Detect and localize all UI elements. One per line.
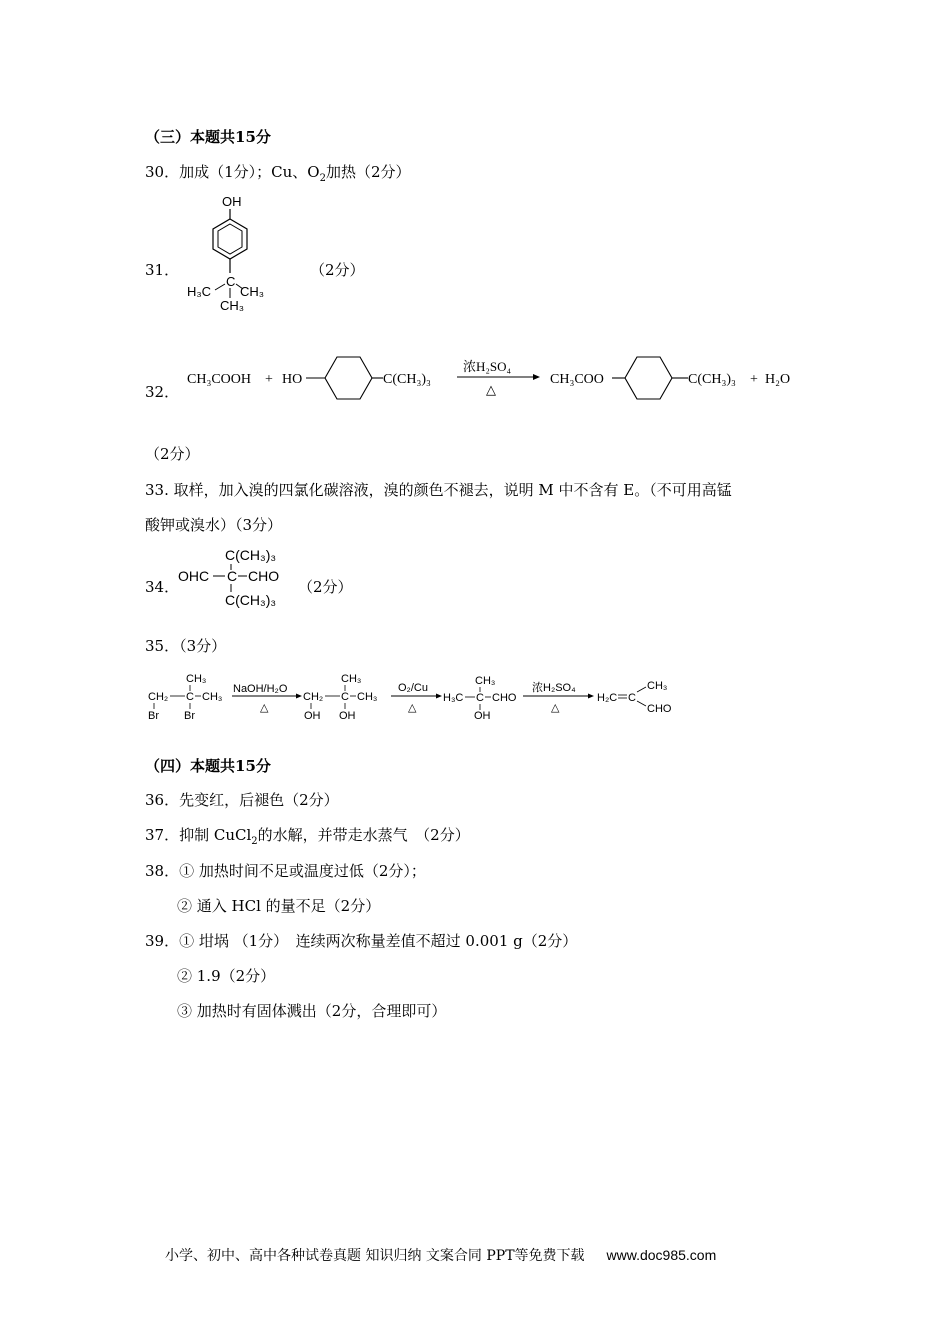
q32-catalyst: 浓H₂SO₄ xyxy=(463,359,512,374)
q35-score: （3分） xyxy=(179,637,227,655)
footer-website: www.doc985.com xyxy=(606,1247,717,1263)
q31-benzene-inner xyxy=(218,224,242,254)
s1-br2: Br xyxy=(184,710,195,722)
q31-structure xyxy=(180,192,290,317)
q31-right: CH₃ xyxy=(240,284,265,299)
s4-c: C xyxy=(628,692,636,704)
s3-cho: CHO xyxy=(492,692,517,704)
q30-number: 30． xyxy=(145,163,180,181)
r1-heat: △ xyxy=(260,702,269,714)
s4-h2c: H₂C xyxy=(597,692,618,704)
q38-line2: ② 通入 HCl 的量不足（2分） xyxy=(177,897,381,915)
q32-tbutyl-2: C(CH₃)₃ xyxy=(688,372,736,387)
s4-cho: CHO xyxy=(647,703,672,715)
q32-plus-2: + xyxy=(750,372,758,387)
q34-structure xyxy=(175,543,305,615)
s1-ch3: CH₃ xyxy=(202,691,223,703)
footer-text: 小学、初中、高中各种试卷真题 知识归纳 文案合同 PPT等免费下载 xyxy=(165,1248,585,1264)
s3-c: C xyxy=(476,692,484,704)
q33-line2: 酸钾或溴水）（3分） xyxy=(145,516,283,534)
q34-bottom: C(CH₃)₃ xyxy=(225,592,277,608)
q30-text-2: 加热（2分） xyxy=(325,163,411,181)
q30-answer xyxy=(145,162,411,189)
q38-line1: 38．① 加热时间不足或温度过低（2分）； xyxy=(145,862,426,880)
q31-c: C xyxy=(226,274,236,289)
s4-ch3: CH₃ xyxy=(647,680,668,692)
q35-reaction-scheme xyxy=(140,665,700,727)
q32-tbutyl-1: C(CH₃)₃ xyxy=(383,372,431,387)
section3-title: （三）本题共15分 xyxy=(145,128,271,146)
q39-line3: ③ 加热时有固体溅出（2分，合理即可） xyxy=(177,1002,447,1020)
s2-top-ch3: CH₃ xyxy=(341,673,362,685)
q32-cyclohexane-2 xyxy=(625,357,672,399)
q31-left: H₃C xyxy=(187,284,212,299)
s1-c: C xyxy=(186,691,194,703)
q34-score: （2分） xyxy=(298,578,353,596)
s1-ch2: CH₂ xyxy=(148,691,169,703)
s2-oh1: OH xyxy=(304,710,321,722)
q31-score: （2分） xyxy=(310,261,365,279)
q32-reaction xyxy=(185,350,815,410)
q32-product-prefix: CH₃COO xyxy=(550,372,604,387)
q32-cyclohexane-1 xyxy=(325,357,372,399)
q33-line1: 33. 取样，加入溴的四氯化碳溶液，溴的颜色不褪去，说明 M 中不含有 E。（不可用高锰 xyxy=(145,481,732,499)
r2-heat: △ xyxy=(408,702,417,714)
r3-reagent: 浓H₂SO₄ xyxy=(532,682,576,694)
q36-answer: 36．先变红，后褪色（2分） xyxy=(145,791,339,809)
s2-ch2: CH₂ xyxy=(303,691,324,703)
q32-number: 32． xyxy=(145,383,180,401)
q30-subscript: 2 xyxy=(319,173,326,184)
q32-score: （2分） xyxy=(145,445,200,463)
s3-oh: OH xyxy=(474,710,491,722)
q37-text-2: 的水解，并带走水蒸气 （2分） xyxy=(257,826,470,844)
q37-answer xyxy=(145,825,470,852)
section4-title: （四）本题共15分 xyxy=(145,757,271,775)
q34-right: CHO xyxy=(248,568,280,584)
q32-heat: △ xyxy=(486,382,496,397)
q31-number: 31． xyxy=(145,261,180,279)
q32-water: H₂O xyxy=(765,372,791,387)
q35-number: 35． xyxy=(145,637,180,655)
r3-heat: △ xyxy=(551,702,560,714)
q37-subscript: 2 xyxy=(251,836,258,847)
s1-br1: Br xyxy=(148,710,159,722)
q32-ho: HO xyxy=(282,372,303,387)
q31-oh: OH xyxy=(222,194,242,209)
q37-text: 37．抑制 CuCl xyxy=(145,826,252,844)
q39-line1: 39．① 坩埚 （1分） 连续两次称量差值不超过 0.001 g（2分） xyxy=(145,932,578,950)
q35-answer xyxy=(145,636,226,656)
q34-left: OHC xyxy=(178,568,210,584)
q34-c: C xyxy=(227,568,238,584)
s2-c: C xyxy=(341,691,349,703)
q32-plus-1: + xyxy=(265,372,273,387)
q30-text: 加成（1分）；Cu、O xyxy=(179,163,320,181)
s3-left-h3c: H₃C xyxy=(443,692,464,704)
s2-oh2: OH xyxy=(339,710,356,722)
q34-number: 34． xyxy=(145,578,180,596)
r2-reagent: O₂/Cu xyxy=(398,682,428,694)
footer xyxy=(165,1245,716,1265)
s3-top-ch3: CH₃ xyxy=(475,675,496,687)
s2-ch3: CH₃ xyxy=(357,691,378,703)
q32-reactant-acetic-acid: CH₃COOH xyxy=(187,372,251,387)
q39-line2: ② 1.9（2分） xyxy=(177,967,276,985)
q31-bottom: CH₃ xyxy=(220,298,245,313)
s1-top-ch3: CH₃ xyxy=(186,673,207,685)
q34-top: C(CH₃)₃ xyxy=(225,547,277,563)
r1-reagent: NaOH/H₂O xyxy=(233,683,288,695)
